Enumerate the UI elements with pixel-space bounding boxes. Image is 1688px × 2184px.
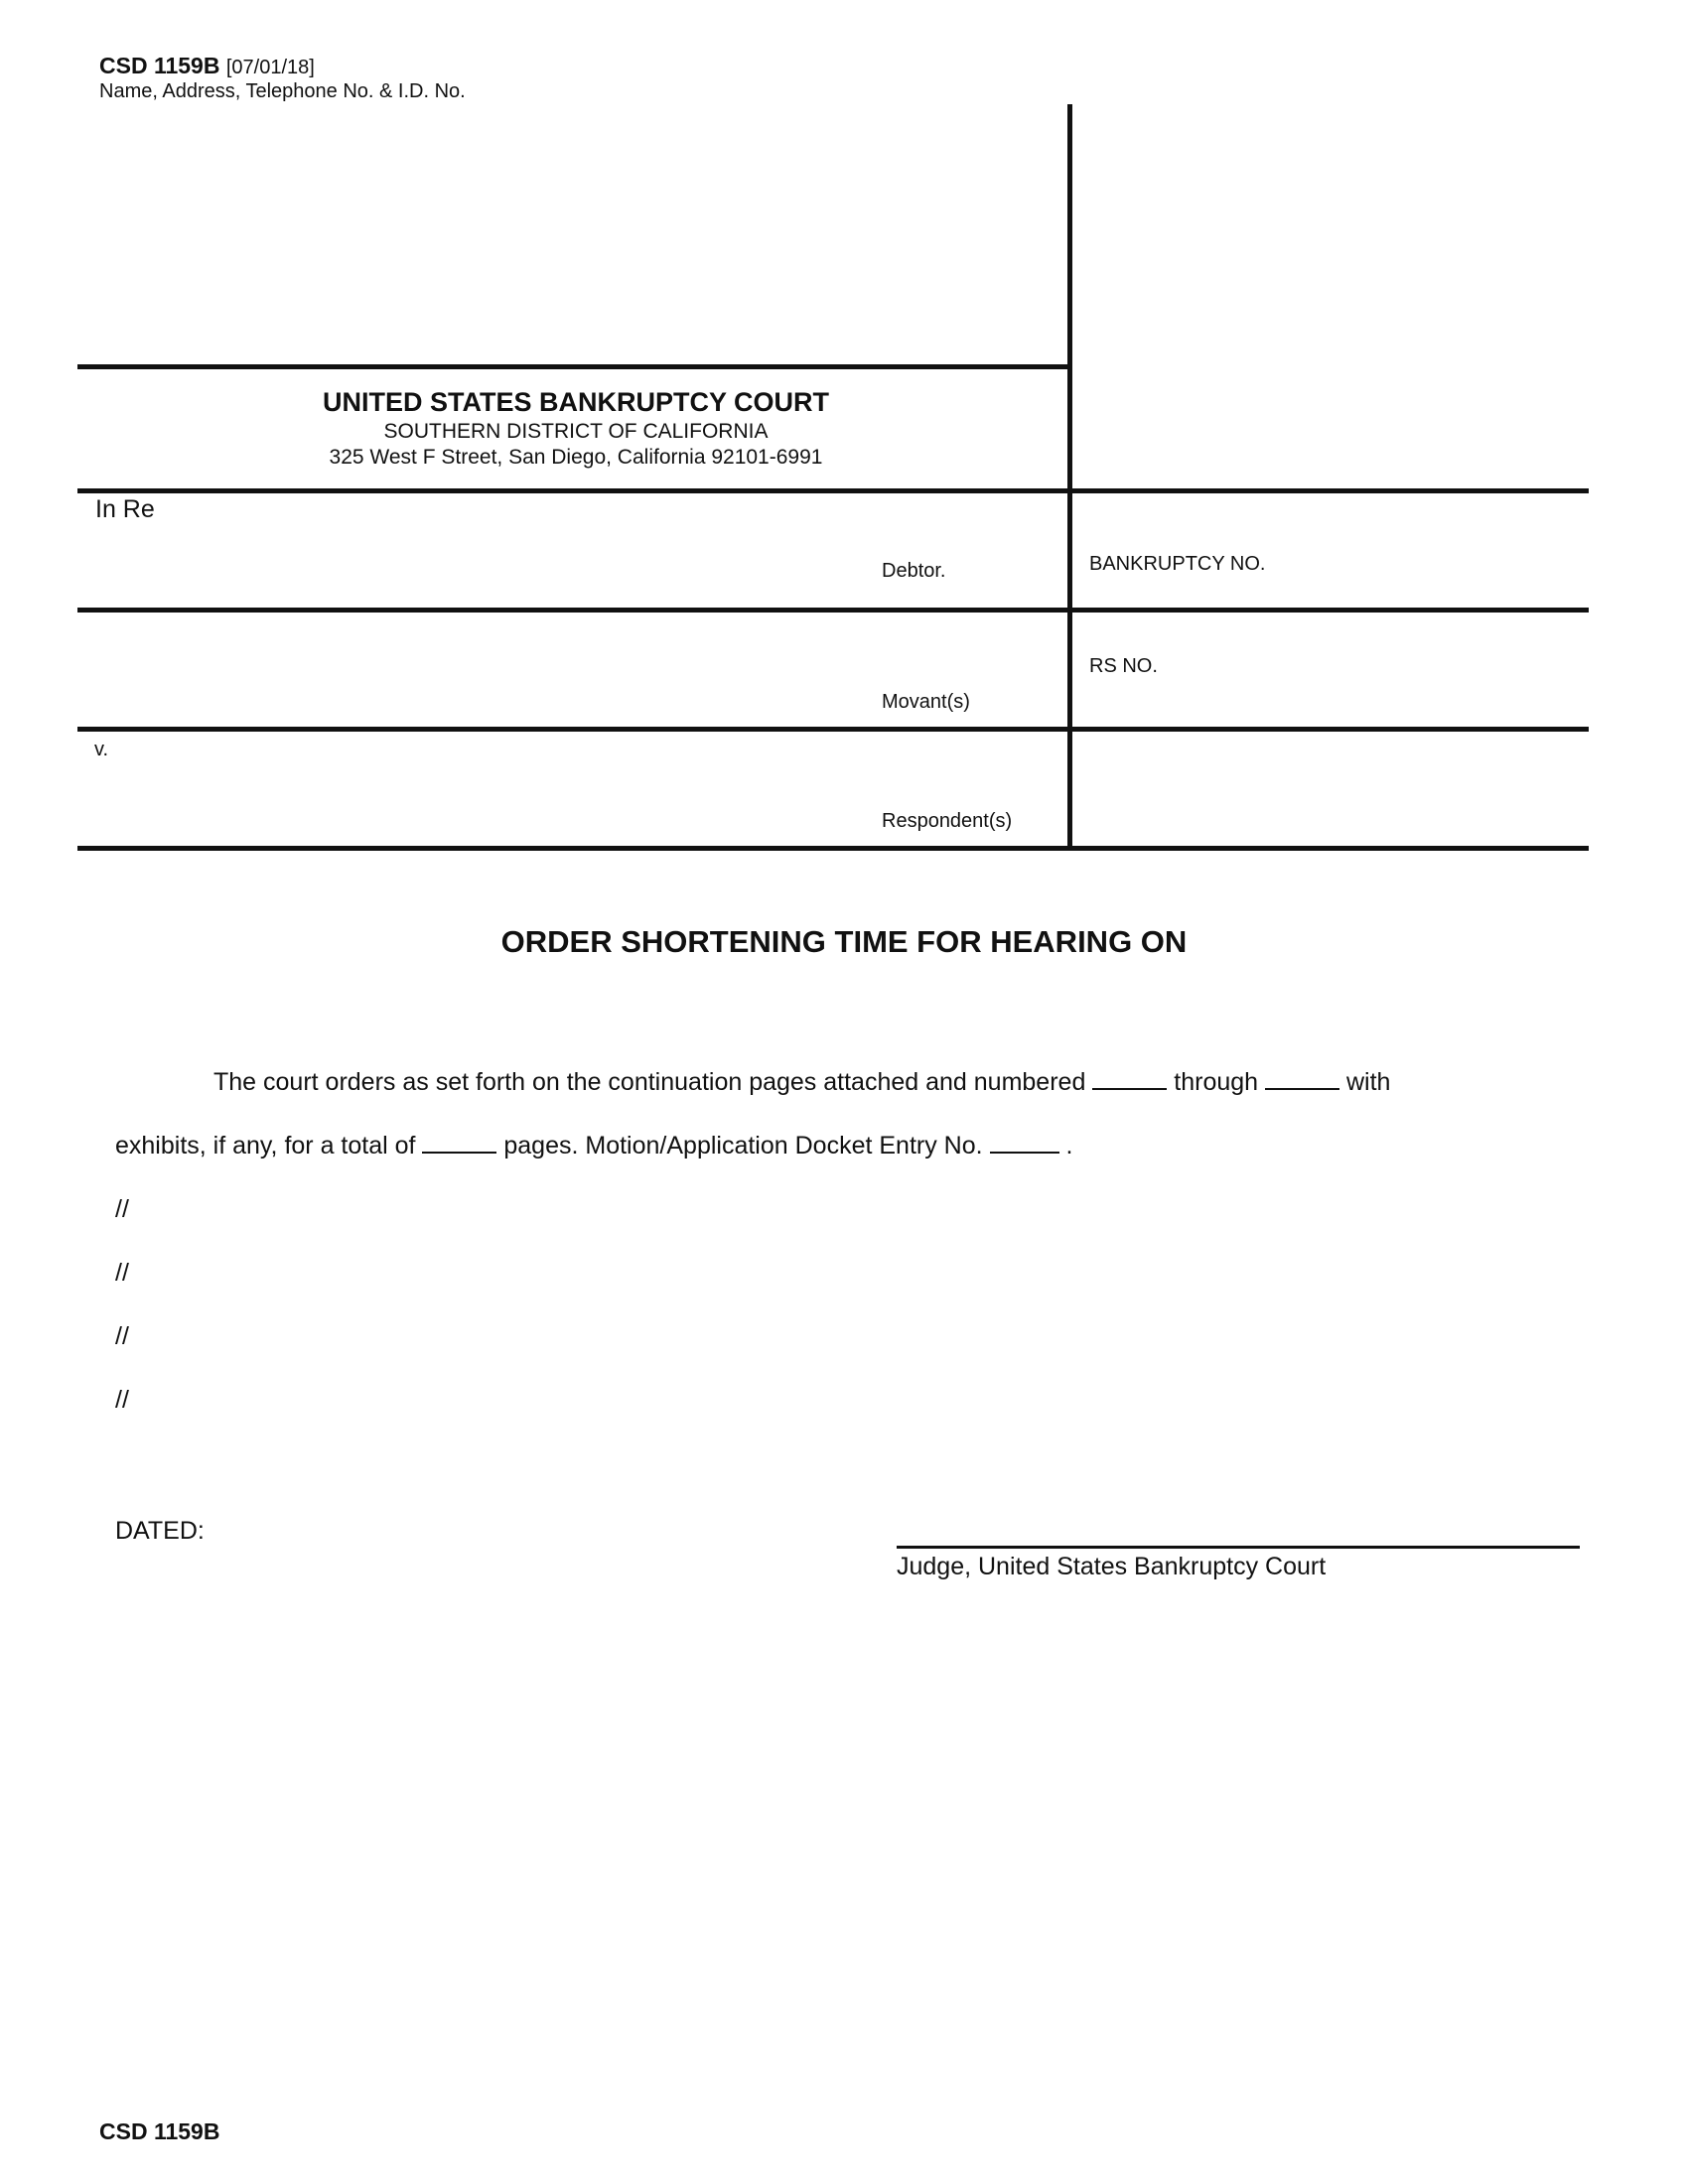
in-re-label: In Re: [95, 495, 155, 523]
caption-rule-2: [77, 608, 1589, 613]
document-title: ORDER SHORTENING TIME FOR HEARING ON: [500, 924, 1188, 959]
first-page-number-blank[interactable]: [1092, 1068, 1167, 1090]
form-identifier: [99, 52, 315, 81]
form-revision: [07/01/18]: [225, 57, 315, 78]
caption-rule-3: [77, 727, 1589, 732]
footer-form-code: CSD 1159B: [99, 2118, 220, 2144]
respondents-label: Respondent(s): [882, 810, 1013, 832]
last-page-number-blank[interactable]: [1265, 1068, 1339, 1090]
bankruptcy-no-label: BANKRUPTCY NO.: [1089, 553, 1266, 575]
order-text-part: with: [1345, 1068, 1391, 1096]
order-text-part: pages. Motion/Application Docket Entry No.: [503, 1132, 983, 1160]
form-code: CSD 1159B: [99, 53, 220, 78]
order-text-part: .: [1065, 1132, 1073, 1160]
caption-rule-1: [77, 488, 1589, 493]
party-info-label: Name, Address, Telephone No. & I.D. No.: [99, 80, 466, 102]
versus-label: v.: [94, 739, 109, 760]
total-pages-blank[interactable]: [422, 1132, 496, 1154]
order-text-part: The court orders as set forth on the continuation pages attached and numbered: [213, 1068, 1086, 1096]
court-address: 325 West F Street, San Diego, California 92101-6991: [329, 446, 823, 469]
court-name: UNITED STATES BANKRUPTCY COURT: [322, 387, 829, 417]
judge-signature-line[interactable]: [897, 1546, 1580, 1549]
continuation-mark: //: [115, 1259, 129, 1287]
caption-rule-4: [77, 846, 1589, 851]
order-text-part: exhibits, if any, for a total of: [115, 1132, 416, 1160]
debtor-label: Debtor.: [882, 560, 946, 582]
rs-no-label: RS NO.: [1089, 655, 1158, 677]
caption-vertical-divider: [1067, 104, 1072, 849]
order-text-line-1: [213, 1067, 1390, 1097]
court-heading: [79, 385, 1072, 471]
docket-entry-number-blank[interactable]: [990, 1132, 1059, 1154]
court-header-top-rule: [77, 364, 1070, 369]
judge-signature-caption: Judge, United States Bankruptcy Court: [897, 1553, 1327, 1580]
order-text-line-2: [115, 1131, 1072, 1160]
movants-label: Movant(s): [882, 691, 970, 713]
court-district: SOUTHERN DISTRICT OF CALIFORNIA: [383, 420, 769, 443]
continuation-mark: //: [115, 1322, 129, 1350]
order-text-part: through: [1174, 1068, 1259, 1096]
continuation-mark: //: [115, 1195, 129, 1223]
continuation-mark: //: [115, 1386, 129, 1414]
dated-label: DATED:: [115, 1517, 205, 1545]
